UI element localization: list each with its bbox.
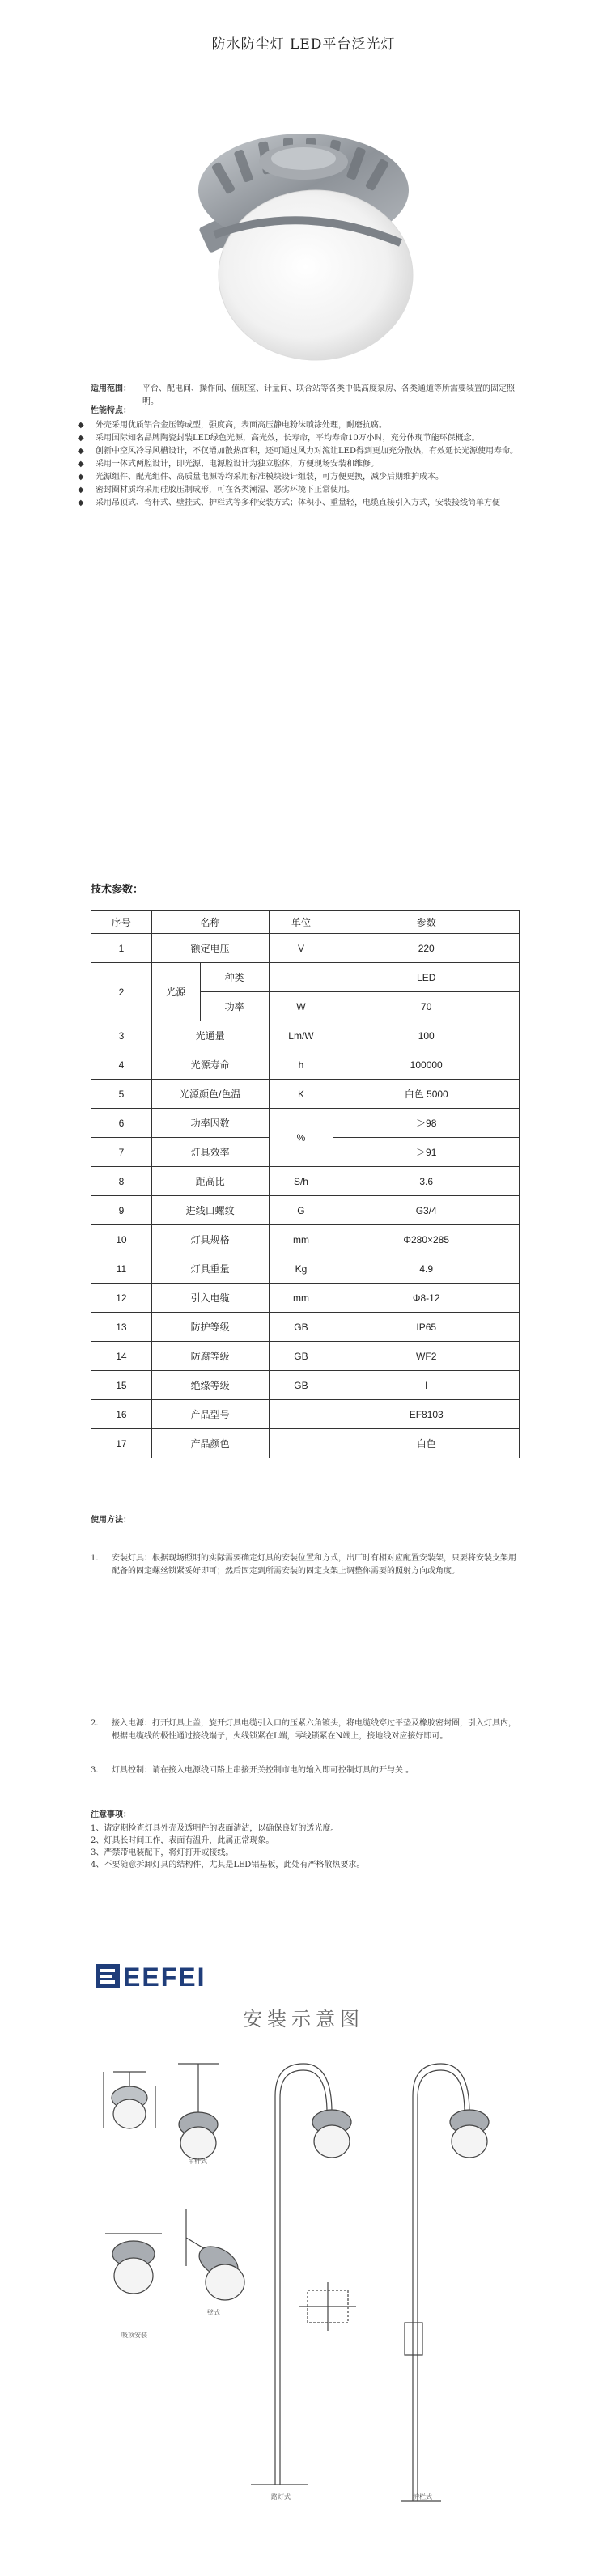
- header-cell: 名称: [151, 911, 269, 934]
- cell: [269, 963, 333, 992]
- cell: 100000: [333, 1050, 520, 1080]
- header-cell: 参数: [333, 911, 520, 934]
- cell: 15: [91, 1371, 152, 1400]
- cell: 灯具效率: [151, 1138, 269, 1167]
- table-row: [91, 1050, 520, 1080]
- notes-list: [91, 1823, 528, 1871]
- cell: W: [269, 992, 333, 1021]
- scope-label: 适用范围：: [91, 384, 131, 393]
- cell: 4: [91, 1050, 152, 1080]
- table-row: [91, 1284, 520, 1313]
- page-title: 防水防尘灯 LED平台泛光灯: [211, 36, 396, 53]
- cell: 距高比: [151, 1167, 269, 1196]
- note-item: 1、请定期检查灯具外壳及透明件的表面清洁，以确保良好的透光度。: [91, 1824, 339, 1833]
- spec-table: [91, 910, 520, 1458]
- cell: ＞91: [333, 1138, 520, 1167]
- note-item: 2、灯具长时间工作，表面有温升，此属正常现象。: [91, 1836, 274, 1845]
- cell: 10: [91, 1225, 152, 1254]
- cell: 8: [91, 1167, 152, 1196]
- step-text: 灯具控制：请在接入电源线回路上串接开关控制市电的输入即可控制灯具的开与关 。: [112, 1766, 414, 1775]
- cell: 产品颜色: [151, 1429, 269, 1458]
- table-row: [91, 963, 520, 992]
- ceiling-lamp-drawing: [105, 2234, 162, 2294]
- cell: 100: [333, 1021, 520, 1050]
- tech-label: 技术参数：: [91, 883, 144, 895]
- cell: EF8103: [333, 1400, 520, 1429]
- dimension-lamp-drawing: [104, 2072, 155, 2128]
- table-header-row: [91, 911, 520, 934]
- cell: 功率: [200, 992, 269, 1021]
- cell: 3: [91, 1021, 152, 1050]
- cell: GB: [269, 1313, 333, 1342]
- cell: 6: [91, 1109, 152, 1138]
- cell: 4.9: [333, 1254, 520, 1284]
- cell: G3/4: [333, 1196, 520, 1225]
- usage-label: 使用方法：: [91, 1516, 131, 1525]
- lamp-globe: [219, 190, 413, 360]
- cell: I: [333, 1371, 520, 1400]
- cell: 5: [91, 1080, 152, 1109]
- cell: [269, 1400, 333, 1429]
- cell: 功率因数: [151, 1109, 269, 1138]
- note-item: 3、严禁带电装配下，将灯打开或接线。: [91, 1848, 234, 1857]
- cell: GB: [269, 1371, 333, 1400]
- cell: [269, 1429, 333, 1458]
- cell: 额定电压: [151, 934, 269, 963]
- cell: 3.6: [333, 1167, 520, 1196]
- cell: 11: [91, 1254, 152, 1284]
- feature-item: ◆ 采用吊顶式、弯杆式、壁挂式、护栏式等多种安装方式；体积小、重量轻，电缆直接引入方式，安装接线简单方便: [78, 497, 531, 509]
- feature-item: ◆ 采用一体式两腔设计，即光源、电源腔设计为独立腔体，方便现场安装和维修。: [78, 458, 531, 470]
- railing-lamp-drawing: [401, 2064, 489, 2501]
- cell: 灯具重量: [151, 1254, 269, 1284]
- cell: 2: [91, 963, 152, 1021]
- cell: 光通量: [151, 1021, 269, 1050]
- cell: IP65: [333, 1313, 520, 1342]
- cell: mm: [269, 1225, 333, 1254]
- cell: 光源: [151, 963, 200, 1021]
- cell: Lm/W: [269, 1021, 333, 1050]
- cell: h: [269, 1050, 333, 1080]
- pole-lamp-drawing: [251, 2064, 356, 2485]
- cell: 9: [91, 1196, 152, 1225]
- caption-wall: 壁式: [207, 2309, 220, 2316]
- cell: 17: [91, 1429, 152, 1458]
- product-lamp-image: [170, 113, 437, 364]
- cell: 7: [91, 1138, 152, 1167]
- cell: 防腐等级: [151, 1342, 269, 1371]
- wall-lamp-drawing: [186, 2209, 244, 2300]
- cell: 进线口螺纹: [151, 1196, 269, 1225]
- step-text: 安装灯具：根据现场照明的实际需要确定灯具的安装位置和方式，出厂时有相对应配置安装架，只要将安装支架用配备的固定螺丝锁紧妥好即可；然后固定到所需安装的固定支架上调整你需要的照射方向或角度。: [112, 1554, 516, 1576]
- header-cell: 单位: [269, 911, 333, 934]
- caption-ceiling: 吸顶安装: [121, 2332, 147, 2339]
- feature-item: ◆ 光源组件、配光组件、高质量电源等均采用标准模块设计组装，可方便更换，减少后期维护成本。: [78, 471, 531, 483]
- table-row: [91, 1400, 520, 1429]
- usage-step-2: [91, 1717, 520, 1743]
- table-row: [91, 1429, 520, 1458]
- notes-label: 注意事项：: [91, 1810, 131, 1819]
- cell: S/h: [269, 1167, 333, 1196]
- features-label: 性能特点：: [91, 406, 131, 415]
- feature-item: ◆ 外壳采用优质铝合金压铸成型，强度高，表面高压静电粉沫喷涂处理，耐磨抗腐。: [78, 419, 531, 431]
- cell: 13: [91, 1313, 152, 1342]
- caption-pendant: 吊杆式: [188, 2158, 207, 2165]
- table-row: [91, 1313, 520, 1342]
- caption-pole: 路灯式: [271, 2493, 291, 2501]
- table-row: [91, 1196, 520, 1225]
- step-number: 2.: [91, 1719, 99, 1728]
- cell: 绝缘等级: [151, 1371, 269, 1400]
- feature-item: ◆ 密封圈材质均采用硅胶压制成形，可在各类潮湿、恶劣环境下正常使用。: [78, 484, 531, 496]
- scope-text: 平台、配电间、操作间、值班室、计量间、联合站等各类中低高度泵房、各类通道等所需要装置的固定照明。: [142, 384, 515, 406]
- cell: 光源寿命: [151, 1050, 269, 1080]
- cell: K: [269, 1080, 333, 1109]
- cell: 防护等级: [151, 1313, 269, 1342]
- pendant-lamp-drawing: [178, 2064, 219, 2159]
- cell: Kg: [269, 1254, 333, 1284]
- feature-item: ◆ 创新中空风冷导风槽设计，不仅增加散热面积，还可通过风力对流让LED得到更加充分散热，有效延长光源使用寿命。: [78, 445, 531, 457]
- install-diagram: [89, 2048, 518, 2525]
- cell: 白色: [333, 1429, 520, 1458]
- cell: 产品型号: [151, 1400, 269, 1429]
- table-row: [91, 1167, 520, 1196]
- cell: Φ8-12: [333, 1284, 520, 1313]
- cell: 14: [91, 1342, 152, 1371]
- cell: 220: [333, 934, 520, 963]
- feature-item: ◆ 采用国际知名品牌陶瓷封装LED绿色光源，高光效，长寿命，平均寿命10万小时，充分体现节能环保概念。: [78, 432, 531, 444]
- cell: 光源颜色/色温: [151, 1080, 269, 1109]
- step-number: 1.: [91, 1554, 99, 1563]
- cell: G: [269, 1196, 333, 1225]
- table-row: [91, 1371, 520, 1400]
- header-cell: 序号: [91, 911, 152, 934]
- table-row: [91, 1021, 520, 1050]
- step-text: 接入电源：打开灯具上盖，旋开灯具电缆引入口的压紧六角镀头，将电缆线穿过平垫及橡胶密封圈，引入灯具内，根据电缆线的极性通过接线端子，火线锁紧在L端，零线锁紧在N端上，接地线对应接好即可。: [112, 1719, 516, 1741]
- table-row: [91, 1254, 520, 1284]
- usage-step-1: [91, 1552, 520, 1578]
- caption-railing: 护栏式: [413, 2493, 432, 2501]
- cell: 12: [91, 1284, 152, 1313]
- table-row: [91, 1225, 520, 1254]
- usage-step-3: [91, 1764, 520, 1777]
- cell: 70: [333, 992, 520, 1021]
- table-row: [91, 1342, 520, 1371]
- note-item: 4、不要随意拆卸灯具的结构件，尤其是LED铝基板，此处有严格散热要求。: [91, 1861, 365, 1869]
- cell: 种类: [200, 963, 269, 992]
- table-row: [91, 1109, 520, 1138]
- cell: 1: [91, 934, 152, 963]
- cell: 灯具规格: [151, 1225, 269, 1254]
- table-row: [91, 934, 520, 963]
- cell: GB: [269, 1342, 333, 1371]
- cell: V: [269, 934, 333, 963]
- install-diagram-title: 安装示意图: [243, 2008, 364, 2031]
- table-row: [91, 1080, 520, 1109]
- cell: LED: [333, 963, 520, 992]
- cell: 白色 5000: [333, 1080, 520, 1109]
- cell: %: [269, 1109, 333, 1167]
- features-list: [78, 419, 531, 510]
- cell: Φ280×285: [333, 1225, 520, 1254]
- cell: 引入电缆: [151, 1284, 269, 1313]
- step-number: 3.: [91, 1766, 99, 1775]
- cell: 16: [91, 1400, 152, 1429]
- cell: ＞98: [333, 1109, 520, 1138]
- brand-logo-icon: [96, 1964, 120, 1988]
- brand-logo-text: EEFEI: [123, 1963, 206, 1992]
- cell: mm: [269, 1284, 333, 1313]
- cell: WF2: [333, 1342, 520, 1371]
